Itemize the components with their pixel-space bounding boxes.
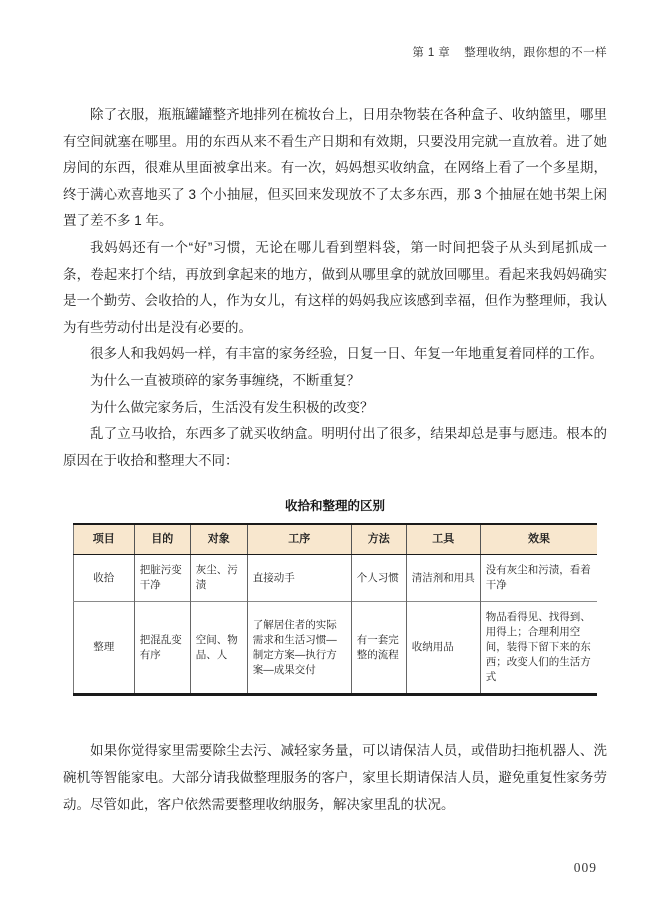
table-cell: 把混乱变有序: [134, 602, 190, 695]
table-cell: 整理: [73, 602, 134, 695]
paragraph-7: 如果你觉得家里需要除尘去污、减轻家务量，可以请保洁人员，或借助扫拖机器人、洗碗机等智能家电。大部分请我做整理服务的客户，家里长期请保洁人员，避免重复性家务劳动。尽管如此，客户依然需要整理收纳服务，解决家里乱的状况。: [63, 743, 607, 812]
table-header-cell: 效果: [480, 524, 597, 555]
page-content: [63, 102, 607, 818]
running-header: [412, 44, 607, 60]
table-header-cell: 方法: [351, 524, 406, 555]
table-header-cell: 对象: [190, 524, 247, 555]
comparison-table: [73, 523, 598, 696]
table-cell: 有一套完整的流程: [351, 602, 406, 695]
table-row-shoushi: [73, 555, 597, 602]
paragraph-2: 我妈妈还有一个“好”习惯，无论在哪儿看到塑料袋，第一时间把袋子从头到尾抓成一条，卷起来打个结，再放到拿起来的地方，做到从哪里拿的就放回哪里。看起来我妈妈确实是一个勤劳、会收拾的人，作为女儿，有这样的妈妈我应该感到幸福，但作为整理师，我认为有些劳动付出是没有必要的。: [63, 239, 607, 335]
table-cell: 直接动手: [247, 555, 351, 602]
chapter-title: 整理收纳，跟你想的不一样: [464, 47, 607, 59]
table-cell: 收拾: [93, 571, 115, 584]
table-cell: 空间、物品、人: [190, 602, 247, 695]
table-header-row: [73, 524, 597, 555]
table-row-zhengli: [73, 602, 597, 695]
paragraph-1: 除了衣服，瓶瓶罐罐整齐地排列在梳妆台上，日用杂物装在各种盒子、收纳篮里，哪里有空间就塞在哪里。用的东西从来不看生产日期和有效期，只要没用完就一直放着。进了她房间的东西，很难从里面被拿出来。有一次，妈妈想买收纳盒，在网络上看了一个多星期，终于满心欢喜地买了 3 个小抽屉，但买回来发现放不了太多东西，那 3 个抽屉在她书架上闲置了差不多 1 年。: [63, 107, 607, 229]
table-cell: 把脏污变干净: [134, 555, 190, 602]
table-header-cell: 工序: [247, 524, 351, 555]
table-cell: 清洁剂和用具: [406, 555, 480, 602]
table-cell: 个人习惯: [351, 555, 406, 602]
page-number: 009: [573, 860, 597, 875]
table-header-cell: 项目: [73, 524, 134, 555]
paragraph-6: 乱了立马收拾，东西多了就买收纳盒。明明付出了很多，结果却总是事与愿违。根本的原因在于收拾和整理大不同：: [63, 426, 607, 468]
table-header-cell: 目的: [134, 524, 190, 555]
paragraph-4: 为什么一直被琐碎的家务事缠绕，不断重复？: [90, 372, 360, 388]
table-cell: 灰尘、污渍: [190, 555, 247, 602]
paragraph-3: 很多人和我妈妈一样，有丰富的家务经验，日复一日、年复一年地重复着同样的工作。: [90, 346, 603, 362]
paragraph-5: 为什么做完家务后，生活没有发生积极的改变？: [90, 399, 374, 415]
table-title: 收拾和整理的区别: [284, 499, 385, 514]
table-cell: 了解居住者的实际需求和生活习惯—制定方案—执行方案—成果交付: [247, 602, 351, 695]
table-header-cell: 工具: [406, 524, 480, 555]
table-cell: 物品看得见、找得到、用得上；合理利用空间，装得下留下来的东西；改变人们的生活方式: [480, 602, 597, 695]
chapter-label: 第 1 章: [412, 47, 451, 59]
table-cell: 没有灰尘和污渍，看着干净: [480, 555, 597, 602]
table-cell: 收纳用品: [406, 602, 480, 695]
